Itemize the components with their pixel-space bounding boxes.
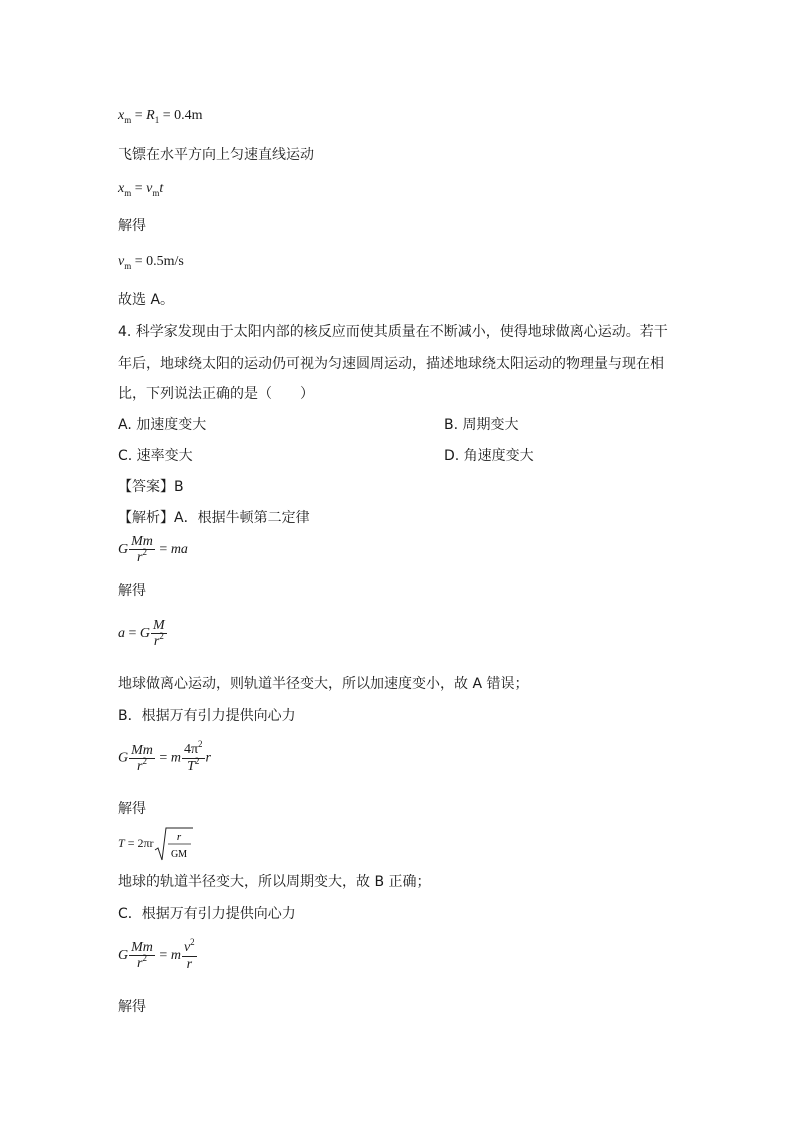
question-line-3: 比，下列说法正确的是（ ） bbox=[118, 386, 314, 402]
sqrt-denominator: GM bbox=[170, 849, 187, 860]
fraction bbox=[151, 618, 167, 650]
var-t: t bbox=[159, 181, 164, 196]
eq-sign: = bbox=[131, 181, 147, 196]
var-t: T bbox=[118, 835, 125, 850]
denominator: r bbox=[186, 957, 193, 972]
formula-gravity-period bbox=[118, 739, 211, 775]
eq-sign: = bbox=[155, 948, 171, 964]
analysis-a-text: 地球做离心运动，则轨道半径变大，所以加速度变小，故 A 错误； bbox=[118, 676, 529, 692]
formula-newton bbox=[118, 534, 188, 566]
text-solve: 解得 bbox=[118, 999, 146, 1015]
value: = 0.4m bbox=[159, 108, 203, 123]
analysis-c-head: C．根据万有引力提供向心力 bbox=[118, 906, 296, 922]
eq-sign: = bbox=[131, 108, 147, 123]
text-solve: 解得 bbox=[118, 801, 146, 817]
coefficient: = 2πr bbox=[124, 835, 154, 850]
eq-sign: = bbox=[155, 750, 171, 766]
var-m: m bbox=[170, 948, 181, 964]
var-m: m bbox=[170, 750, 181, 766]
symbol-g: G bbox=[118, 542, 129, 558]
text-solve: 解得 bbox=[118, 583, 146, 599]
exponent: 2 bbox=[142, 953, 147, 963]
exponent: 2 bbox=[198, 739, 203, 749]
option-d: D. 角速度变大 bbox=[444, 448, 534, 464]
option-c: C. 速率变大 bbox=[118, 448, 193, 464]
value: = 0.5m/s bbox=[131, 254, 184, 269]
exponent: 2 bbox=[190, 937, 195, 947]
var-r: R bbox=[146, 108, 155, 123]
equation-xm-r1 bbox=[118, 108, 203, 124]
denominator: r bbox=[137, 758, 143, 774]
text-uniform-motion: 飞镖在水平方向上匀速直线运动 bbox=[118, 147, 314, 163]
sub-1: 1 bbox=[154, 115, 160, 125]
analysis-b-head: B．根据万有引力提供向心力 bbox=[118, 708, 296, 724]
exponent: 2 bbox=[159, 631, 164, 641]
sub-m: m bbox=[124, 261, 132, 271]
fraction bbox=[182, 739, 205, 775]
fraction bbox=[129, 534, 155, 566]
denominator: T bbox=[187, 759, 195, 774]
exponent: 2 bbox=[142, 755, 147, 766]
equation-vm bbox=[118, 254, 184, 270]
numerator: 4π bbox=[183, 742, 199, 757]
symbol-g: G bbox=[118, 948, 129, 964]
analysis-b-text: 地球的轨道半径变大，所以周期变大，故 B 正确； bbox=[118, 874, 431, 890]
var-v: v bbox=[146, 181, 153, 196]
question-line-1: 4. 科学家发现由于太阳内部的核反应而使其质量在不断减小，使得地球做离心运动。若干 bbox=[118, 324, 668, 340]
sub-m: m bbox=[124, 115, 132, 125]
rhs: ma bbox=[170, 542, 188, 558]
denominator: r bbox=[137, 550, 143, 565]
var-x: x bbox=[118, 181, 125, 196]
sub-m: m bbox=[124, 188, 132, 198]
formula-gravity-velocity bbox=[118, 937, 198, 972]
var-x: x bbox=[118, 108, 125, 123]
denominator: r bbox=[153, 634, 160, 649]
fraction bbox=[129, 743, 155, 775]
numerator: v bbox=[183, 940, 191, 955]
sqrt-numerator: r bbox=[176, 831, 181, 843]
exponent: 2 bbox=[194, 756, 200, 766]
equation-xm-vmt bbox=[118, 181, 163, 197]
sub-m: m bbox=[152, 188, 160, 198]
exponent: 2 bbox=[142, 547, 147, 557]
denominator: r bbox=[137, 956, 143, 971]
var-v: v bbox=[118, 254, 125, 269]
option-a: A. 加速度变大 bbox=[118, 417, 207, 433]
analysis-a-head: 【解析】A．根据牛顿第二定律 bbox=[118, 510, 310, 526]
text-choose-a: 故选 A。 bbox=[118, 292, 175, 308]
fraction bbox=[182, 937, 197, 972]
fraction bbox=[129, 940, 155, 972]
var-r: r bbox=[205, 750, 211, 766]
text-solve: 解得 bbox=[118, 218, 146, 234]
sqrt bbox=[154, 826, 194, 862]
eq-sign: = bbox=[155, 542, 171, 558]
formula-acceleration bbox=[118, 618, 168, 650]
formula-period bbox=[118, 826, 194, 862]
numerator: M bbox=[153, 618, 165, 633]
symbol-g: G bbox=[139, 626, 151, 642]
numerator: Mm bbox=[131, 534, 153, 549]
eq-sign: = bbox=[125, 626, 140, 642]
question-line-2: 年后，地球绕太阳的运动仍可视为匀速圆周运动，描述地球绕太阳运动的物理量与现在相 bbox=[118, 356, 664, 372]
numerator: Mm bbox=[131, 940, 153, 955]
numerator: Mm bbox=[131, 742, 153, 758]
sqrt-sign bbox=[154, 826, 194, 862]
option-b: B. 周期变大 bbox=[444, 417, 519, 433]
symbol-g: G bbox=[118, 750, 129, 766]
answer-line: 【答案】B bbox=[118, 479, 184, 495]
var-a: a bbox=[118, 626, 125, 642]
